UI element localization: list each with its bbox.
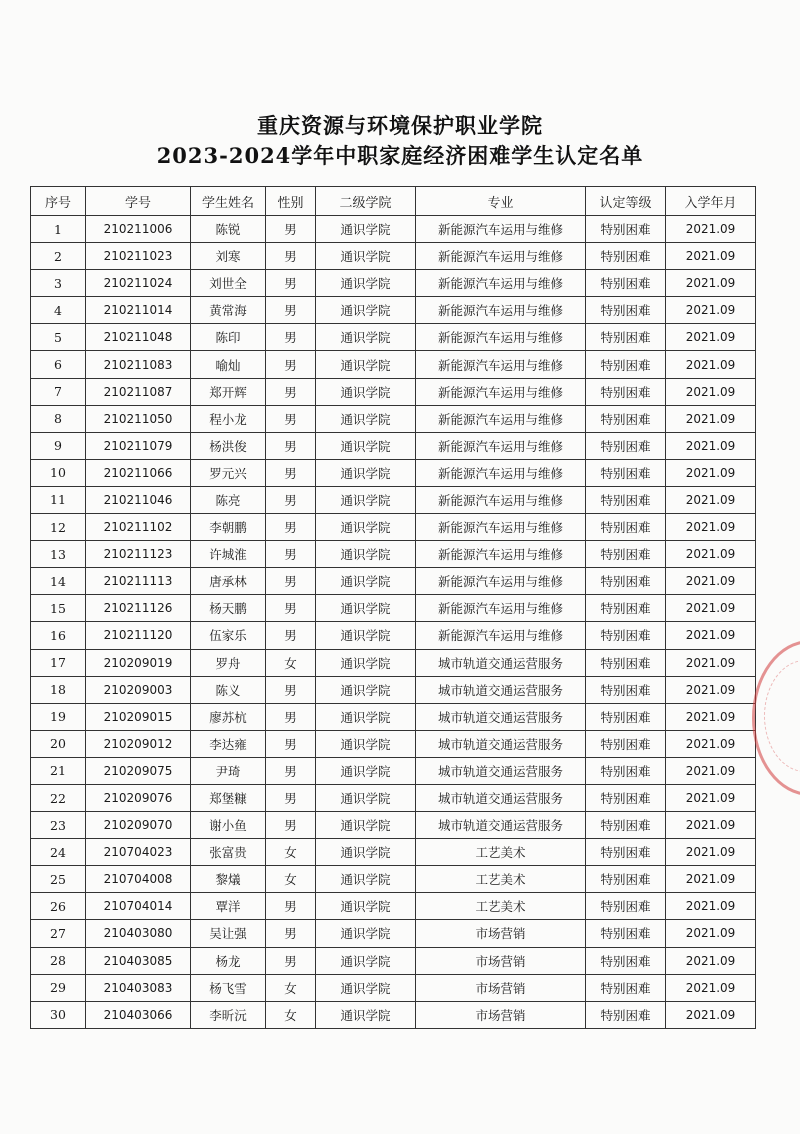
cell-major: 新能源汽车运用与维修 bbox=[416, 595, 586, 622]
cell-gender: 男 bbox=[266, 216, 316, 243]
cell-level: 特别困难 bbox=[586, 703, 666, 730]
cell-enroll-date: 2021.09 bbox=[666, 324, 756, 351]
cell-student-name: 覃洋 bbox=[191, 893, 266, 920]
cell-student-id: 210209075 bbox=[86, 757, 191, 784]
cell-index: 1 bbox=[31, 216, 86, 243]
cell-gender: 男 bbox=[266, 541, 316, 568]
header-student-name: 学生姓名 bbox=[191, 187, 266, 216]
cell-enroll-date: 2021.09 bbox=[666, 893, 756, 920]
cell-college: 通识学院 bbox=[316, 378, 416, 405]
cell-college: 通识学院 bbox=[316, 324, 416, 351]
table-row bbox=[31, 812, 756, 839]
cell-enroll-date: 2021.09 bbox=[666, 920, 756, 947]
cell-student-id: 210704008 bbox=[86, 866, 191, 893]
cell-major: 市场营销 bbox=[416, 1001, 586, 1028]
cell-student-id: 210211126 bbox=[86, 595, 191, 622]
cell-enroll-date: 2021.09 bbox=[666, 595, 756, 622]
cell-index: 28 bbox=[31, 947, 86, 974]
cell-index: 2 bbox=[31, 243, 86, 270]
cell-index: 11 bbox=[31, 486, 86, 513]
cell-gender: 男 bbox=[266, 730, 316, 757]
cell-student-name: 张富贵 bbox=[191, 839, 266, 866]
table-row bbox=[31, 324, 756, 351]
cell-college: 通识学院 bbox=[316, 351, 416, 378]
cell-gender: 男 bbox=[266, 297, 316, 324]
cell-student-name: 罗元兴 bbox=[191, 459, 266, 486]
cell-student-id: 210209070 bbox=[86, 812, 191, 839]
table-row bbox=[31, 486, 756, 513]
table-row bbox=[31, 974, 756, 1001]
cell-student-name: 陈义 bbox=[191, 676, 266, 703]
cell-level: 特别困难 bbox=[586, 351, 666, 378]
cell-major: 工艺美术 bbox=[416, 839, 586, 866]
cell-major: 城市轨道交通运营服务 bbox=[416, 730, 586, 757]
cell-student-id: 210211024 bbox=[86, 270, 191, 297]
cell-major: 市场营销 bbox=[416, 920, 586, 947]
cell-major: 新能源汽车运用与维修 bbox=[416, 324, 586, 351]
cell-index: 21 bbox=[31, 757, 86, 784]
cell-gender: 女 bbox=[266, 866, 316, 893]
cell-student-id: 210211014 bbox=[86, 297, 191, 324]
cell-student-id: 210211120 bbox=[86, 622, 191, 649]
cell-student-name: 伍家乐 bbox=[191, 622, 266, 649]
table-row bbox=[31, 297, 756, 324]
cell-major: 新能源汽车运用与维修 bbox=[416, 568, 586, 595]
table-body bbox=[31, 216, 756, 1029]
cell-level: 特别困难 bbox=[586, 649, 666, 676]
cell-gender: 女 bbox=[266, 1001, 316, 1028]
cell-student-name: 杨飞雪 bbox=[191, 974, 266, 1001]
cell-index: 13 bbox=[31, 541, 86, 568]
table-row bbox=[31, 920, 756, 947]
cell-student-name: 吴让强 bbox=[191, 920, 266, 947]
cell-level: 特别困难 bbox=[586, 432, 666, 459]
cell-student-name: 喻灿 bbox=[191, 351, 266, 378]
header-student-id: 学号 bbox=[86, 187, 191, 216]
cell-student-name: 陈锐 bbox=[191, 216, 266, 243]
header-level: 认定等级 bbox=[586, 187, 666, 216]
cell-gender: 男 bbox=[266, 351, 316, 378]
cell-level: 特别困难 bbox=[586, 676, 666, 703]
cell-index: 3 bbox=[31, 270, 86, 297]
cell-student-id: 210211123 bbox=[86, 541, 191, 568]
cell-student-name: 廖苏杭 bbox=[191, 703, 266, 730]
cell-student-id: 210209076 bbox=[86, 784, 191, 811]
cell-major: 工艺美术 bbox=[416, 866, 586, 893]
cell-gender: 男 bbox=[266, 703, 316, 730]
cell-enroll-date: 2021.09 bbox=[666, 757, 756, 784]
cell-index: 26 bbox=[31, 893, 86, 920]
cell-level: 特别困难 bbox=[586, 866, 666, 893]
cell-enroll-date: 2021.09 bbox=[666, 784, 756, 811]
cell-major: 城市轨道交通运营服务 bbox=[416, 784, 586, 811]
table-row bbox=[31, 541, 756, 568]
cell-gender: 女 bbox=[266, 974, 316, 1001]
cell-college: 通识学院 bbox=[316, 893, 416, 920]
cell-college: 通识学院 bbox=[316, 920, 416, 947]
table-row bbox=[31, 595, 756, 622]
cell-index: 16 bbox=[31, 622, 86, 649]
cell-student-id: 210403066 bbox=[86, 1001, 191, 1028]
cell-college: 通识学院 bbox=[316, 757, 416, 784]
table-header-row bbox=[31, 187, 756, 216]
cell-level: 特别困难 bbox=[586, 947, 666, 974]
cell-index: 22 bbox=[31, 784, 86, 811]
cell-student-name: 李朝鹏 bbox=[191, 514, 266, 541]
cell-college: 通识学院 bbox=[316, 270, 416, 297]
cell-enroll-date: 2021.09 bbox=[666, 243, 756, 270]
cell-student-id: 210209019 bbox=[86, 649, 191, 676]
cell-index: 15 bbox=[31, 595, 86, 622]
cell-major: 新能源汽车运用与维修 bbox=[416, 459, 586, 486]
cell-index: 27 bbox=[31, 920, 86, 947]
cell-college: 通识学院 bbox=[316, 649, 416, 676]
cell-student-id: 210211050 bbox=[86, 405, 191, 432]
table-row bbox=[31, 243, 756, 270]
cell-index: 14 bbox=[31, 568, 86, 595]
cell-enroll-date: 2021.09 bbox=[666, 974, 756, 1001]
cell-index: 8 bbox=[31, 405, 86, 432]
cell-level: 特别困难 bbox=[586, 243, 666, 270]
cell-enroll-date: 2021.09 bbox=[666, 270, 756, 297]
header-enroll-date: 入学年月 bbox=[666, 187, 756, 216]
table-row bbox=[31, 893, 756, 920]
cell-enroll-date: 2021.09 bbox=[666, 216, 756, 243]
cell-enroll-date: 2021.09 bbox=[666, 405, 756, 432]
cell-gender: 男 bbox=[266, 270, 316, 297]
table-row bbox=[31, 1001, 756, 1028]
cell-index: 6 bbox=[31, 351, 86, 378]
cell-student-name: 程小龙 bbox=[191, 405, 266, 432]
cell-major: 新能源汽车运用与维修 bbox=[416, 405, 586, 432]
cell-enroll-date: 2021.09 bbox=[666, 486, 756, 513]
table-row bbox=[31, 947, 756, 974]
cell-enroll-date: 2021.09 bbox=[666, 297, 756, 324]
cell-college: 通识学院 bbox=[316, 622, 416, 649]
cell-enroll-date: 2021.09 bbox=[666, 676, 756, 703]
cell-enroll-date: 2021.09 bbox=[666, 568, 756, 595]
table-row bbox=[31, 757, 756, 784]
table-row bbox=[31, 730, 756, 757]
cell-level: 特别困难 bbox=[586, 974, 666, 1001]
cell-student-id: 210211048 bbox=[86, 324, 191, 351]
cell-level: 特别困难 bbox=[586, 324, 666, 351]
cell-enroll-date: 2021.09 bbox=[666, 866, 756, 893]
cell-student-name: 杨龙 bbox=[191, 947, 266, 974]
cell-index: 29 bbox=[31, 974, 86, 1001]
cell-enroll-date: 2021.09 bbox=[666, 947, 756, 974]
cell-major: 新能源汽车运用与维修 bbox=[416, 514, 586, 541]
table-row bbox=[31, 432, 756, 459]
cell-gender: 男 bbox=[266, 893, 316, 920]
cell-student-name: 刘寒 bbox=[191, 243, 266, 270]
cell-major: 新能源汽车运用与维修 bbox=[416, 297, 586, 324]
cell-college: 通识学院 bbox=[316, 812, 416, 839]
cell-level: 特别困难 bbox=[586, 486, 666, 513]
table-row bbox=[31, 703, 756, 730]
cell-gender: 男 bbox=[266, 486, 316, 513]
table-row bbox=[31, 216, 756, 243]
cell-major: 工艺美术 bbox=[416, 893, 586, 920]
cell-level: 特别困难 bbox=[586, 839, 666, 866]
table-row bbox=[31, 270, 756, 297]
cell-student-id: 210211079 bbox=[86, 432, 191, 459]
cell-college: 通识学院 bbox=[316, 947, 416, 974]
cell-level: 特别困难 bbox=[586, 1001, 666, 1028]
cell-gender: 男 bbox=[266, 676, 316, 703]
cell-enroll-date: 2021.09 bbox=[666, 703, 756, 730]
cell-gender: 男 bbox=[266, 405, 316, 432]
cell-level: 特别困难 bbox=[586, 730, 666, 757]
cell-college: 通识学院 bbox=[316, 839, 416, 866]
cell-student-name: 陈印 bbox=[191, 324, 266, 351]
cell-level: 特别困难 bbox=[586, 216, 666, 243]
document-subtitle: 2023-2024学年中职家庭经济困难学生认定名单 bbox=[156, 143, 644, 168]
cell-gender: 男 bbox=[266, 947, 316, 974]
cell-student-id: 210211006 bbox=[86, 216, 191, 243]
cell-major: 新能源汽车运用与维修 bbox=[416, 622, 586, 649]
cell-student-id: 210211083 bbox=[86, 351, 191, 378]
cell-level: 特别困难 bbox=[586, 812, 666, 839]
cell-college: 通识学院 bbox=[316, 784, 416, 811]
cell-major: 市场营销 bbox=[416, 947, 586, 974]
table-row bbox=[31, 351, 756, 378]
cell-college: 通识学院 bbox=[316, 703, 416, 730]
cell-college: 通识学院 bbox=[316, 405, 416, 432]
cell-level: 特别困难 bbox=[586, 784, 666, 811]
cell-level: 特别困难 bbox=[586, 568, 666, 595]
header-major: 专业 bbox=[416, 187, 586, 216]
cell-gender: 男 bbox=[266, 595, 316, 622]
cell-major: 城市轨道交通运营服务 bbox=[416, 812, 586, 839]
cell-student-id: 210403080 bbox=[86, 920, 191, 947]
cell-index: 19 bbox=[31, 703, 86, 730]
cell-college: 通识学院 bbox=[316, 568, 416, 595]
cell-enroll-date: 2021.09 bbox=[666, 459, 756, 486]
cell-college: 通识学院 bbox=[316, 514, 416, 541]
table-row bbox=[31, 839, 756, 866]
cell-enroll-date: 2021.09 bbox=[666, 514, 756, 541]
cell-enroll-date: 2021.09 bbox=[666, 432, 756, 459]
cell-gender: 男 bbox=[266, 378, 316, 405]
table-row bbox=[31, 405, 756, 432]
cell-gender: 女 bbox=[266, 649, 316, 676]
cell-gender: 男 bbox=[266, 757, 316, 784]
cell-enroll-date: 2021.09 bbox=[666, 351, 756, 378]
cell-level: 特别困难 bbox=[586, 270, 666, 297]
cell-enroll-date: 2021.09 bbox=[666, 378, 756, 405]
cell-student-name: 黎燨 bbox=[191, 866, 266, 893]
cell-student-id: 210211087 bbox=[86, 378, 191, 405]
cell-student-id: 210211023 bbox=[86, 243, 191, 270]
cell-major: 城市轨道交通运营服务 bbox=[416, 649, 586, 676]
table-row bbox=[31, 622, 756, 649]
cell-college: 通识学院 bbox=[316, 974, 416, 1001]
table-row bbox=[31, 514, 756, 541]
cell-index: 20 bbox=[31, 730, 86, 757]
cell-student-id: 210209012 bbox=[86, 730, 191, 757]
cell-student-name: 郑堡糠 bbox=[191, 784, 266, 811]
cell-college: 通识学院 bbox=[316, 595, 416, 622]
cell-student-name: 李昕沅 bbox=[191, 1001, 266, 1028]
cell-gender: 男 bbox=[266, 622, 316, 649]
cell-index: 18 bbox=[31, 676, 86, 703]
cell-index: 4 bbox=[31, 297, 86, 324]
table-row bbox=[31, 866, 756, 893]
cell-enroll-date: 2021.09 bbox=[666, 541, 756, 568]
table-row bbox=[31, 378, 756, 405]
cell-gender: 男 bbox=[266, 784, 316, 811]
cell-index: 24 bbox=[31, 839, 86, 866]
table-row bbox=[31, 784, 756, 811]
cell-level: 特别困难 bbox=[586, 757, 666, 784]
header-index: 序号 bbox=[31, 187, 86, 216]
cell-gender: 男 bbox=[266, 324, 316, 351]
cell-major: 新能源汽车运用与维修 bbox=[416, 270, 586, 297]
cell-college: 通识学院 bbox=[316, 1001, 416, 1028]
cell-index: 5 bbox=[31, 324, 86, 351]
cell-student-id: 210211102 bbox=[86, 514, 191, 541]
cell-student-id: 210403085 bbox=[86, 947, 191, 974]
cell-student-name: 许城淮 bbox=[191, 541, 266, 568]
cell-student-name: 杨天鹏 bbox=[191, 595, 266, 622]
header-college: 二级学院 bbox=[316, 187, 416, 216]
cell-enroll-date: 2021.09 bbox=[666, 622, 756, 649]
cell-index: 10 bbox=[31, 459, 86, 486]
cell-college: 通识学院 bbox=[316, 676, 416, 703]
cell-college: 通识学院 bbox=[316, 297, 416, 324]
cell-major: 新能源汽车运用与维修 bbox=[416, 351, 586, 378]
cell-student-name: 黄常海 bbox=[191, 297, 266, 324]
cell-gender: 男 bbox=[266, 568, 316, 595]
cell-index: 30 bbox=[31, 1001, 86, 1028]
cell-level: 特别困难 bbox=[586, 595, 666, 622]
cell-index: 25 bbox=[31, 866, 86, 893]
cell-index: 23 bbox=[31, 812, 86, 839]
cell-level: 特别困难 bbox=[586, 893, 666, 920]
cell-enroll-date: 2021.09 bbox=[666, 839, 756, 866]
cell-level: 特别困难 bbox=[586, 297, 666, 324]
cell-level: 特别困难 bbox=[586, 514, 666, 541]
cell-gender: 男 bbox=[266, 920, 316, 947]
cell-college: 通识学院 bbox=[316, 541, 416, 568]
table-row bbox=[31, 676, 756, 703]
cell-student-id: 210403083 bbox=[86, 974, 191, 1001]
cell-major: 新能源汽车运用与维修 bbox=[416, 541, 586, 568]
cell-student-id: 210211046 bbox=[86, 486, 191, 513]
cell-enroll-date: 2021.09 bbox=[666, 730, 756, 757]
cell-college: 通识学院 bbox=[316, 730, 416, 757]
cell-enroll-date: 2021.09 bbox=[666, 812, 756, 839]
cell-level: 特别困难 bbox=[586, 541, 666, 568]
cell-gender: 男 bbox=[266, 432, 316, 459]
table-row bbox=[31, 649, 756, 676]
cell-index: 7 bbox=[31, 378, 86, 405]
cell-student-id: 210209015 bbox=[86, 703, 191, 730]
cell-student-name: 杨洪俊 bbox=[191, 432, 266, 459]
cell-major: 城市轨道交通运营服务 bbox=[416, 676, 586, 703]
cell-student-id: 210211113 bbox=[86, 568, 191, 595]
cell-college: 通识学院 bbox=[316, 216, 416, 243]
cell-index: 17 bbox=[31, 649, 86, 676]
cell-major: 新能源汽车运用与维修 bbox=[416, 216, 586, 243]
table-row bbox=[31, 568, 756, 595]
cell-college: 通识学院 bbox=[316, 459, 416, 486]
cell-student-name: 刘世全 bbox=[191, 270, 266, 297]
cell-student-id: 210704023 bbox=[86, 839, 191, 866]
cell-college: 通识学院 bbox=[316, 432, 416, 459]
cell-index: 9 bbox=[31, 432, 86, 459]
cell-level: 特别困难 bbox=[586, 622, 666, 649]
cell-student-name: 陈亮 bbox=[191, 486, 266, 513]
cell-enroll-date: 2021.09 bbox=[666, 1001, 756, 1028]
cell-student-id: 210704014 bbox=[86, 893, 191, 920]
cell-level: 特别困难 bbox=[586, 378, 666, 405]
cell-major: 新能源汽车运用与维修 bbox=[416, 432, 586, 459]
cell-gender: 女 bbox=[266, 839, 316, 866]
cell-college: 通识学院 bbox=[316, 486, 416, 513]
cell-level: 特别困难 bbox=[586, 920, 666, 947]
cell-college: 通识学院 bbox=[316, 866, 416, 893]
cell-gender: 男 bbox=[266, 514, 316, 541]
cell-level: 特别困难 bbox=[586, 405, 666, 432]
table-row bbox=[31, 459, 756, 486]
cell-gender: 男 bbox=[266, 243, 316, 270]
cell-student-name: 罗舟 bbox=[191, 649, 266, 676]
cell-major: 新能源汽车运用与维修 bbox=[416, 378, 586, 405]
cell-student-name: 尹琦 bbox=[191, 757, 266, 784]
cell-enroll-date: 2021.09 bbox=[666, 649, 756, 676]
student-roster-table bbox=[30, 186, 756, 1029]
cell-student-name: 唐承林 bbox=[191, 568, 266, 595]
cell-major: 新能源汽车运用与维修 bbox=[416, 486, 586, 513]
cell-index: 12 bbox=[31, 514, 86, 541]
cell-gender: 男 bbox=[266, 812, 316, 839]
cell-student-id: 210209003 bbox=[86, 676, 191, 703]
cell-major: 城市轨道交通运营服务 bbox=[416, 757, 586, 784]
cell-student-name: 郑开辉 bbox=[191, 378, 266, 405]
cell-major: 市场营销 bbox=[416, 974, 586, 1001]
cell-college: 通识学院 bbox=[316, 243, 416, 270]
cell-major: 城市轨道交通运营服务 bbox=[416, 703, 586, 730]
cell-gender: 男 bbox=[266, 459, 316, 486]
cell-major: 新能源汽车运用与维修 bbox=[416, 243, 586, 270]
cell-student-name: 谢小鱼 bbox=[191, 812, 266, 839]
header-gender: 性别 bbox=[266, 187, 316, 216]
cell-level: 特别困难 bbox=[586, 459, 666, 486]
cell-student-id: 210211066 bbox=[86, 459, 191, 486]
cell-student-name: 李达雍 bbox=[191, 730, 266, 757]
document-title: 重庆资源与环境保护职业学院 bbox=[257, 113, 543, 138]
